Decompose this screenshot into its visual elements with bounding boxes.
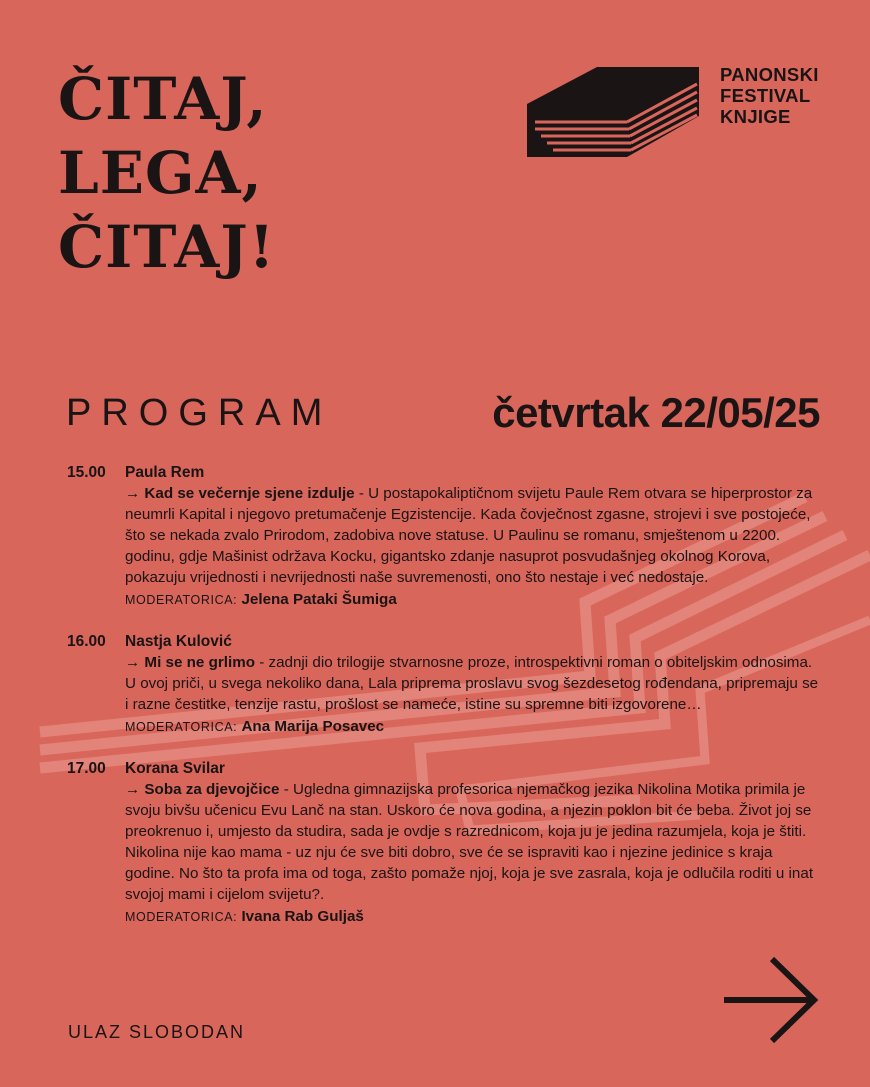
arrow-right-icon[interactable]: [724, 956, 820, 1046]
moderator-name: Ana Marija Posavec: [241, 718, 385, 735]
program-item: [0, 758, 870, 928]
event-description: - Ugledna gimnazijska profesorica njemačkog jezika Nikolina Motika primila je svoju bivšu učenicu Evu Lanč na stan. Uskoro će nova godina, a njezin poklon bit će beba. Život joj se preokrenuo i, umjesto da studira, sada je ovdje s razrednicom, koja ju je jedina razumjela, koja je štiti. Nikolina nije kao mama - uz nju će sve biti dobro, sve će se ispraviti kao i njezine jedinice s kraja godine. No što ta profa ima od toga, zašto pomaže njoj, koja je sve zasrala, koja je odlučila roditi u inat svojoj mami i cijelom svijetu?.: [125, 781, 814, 903]
moderator: [125, 906, 825, 928]
program-label: PROGRAM: [66, 392, 333, 434]
event-time: 15.00: [67, 464, 106, 481]
headline-line-3: ČITAJ!: [58, 213, 276, 281]
arrow-bullet: →: [125, 654, 141, 671]
logo-line-2: FESTIVAL: [720, 85, 811, 106]
free-entry-note: ULAZ SLOBODAN: [68, 1022, 246, 1042]
program-item: [0, 462, 870, 611]
program-list: [0, 462, 870, 948]
event-date: četvrtak 22/05/25: [492, 389, 820, 436]
event-author: Nastja Kulović: [125, 633, 232, 650]
event-description: - zadnji dio trilogije stvarnosne proze, introspektivni roman o obiteljskim odnosima. U ovoj priči, u svega nekoliko dana, Lala priprema proslavu svog šezdesetog rođendana, pripremaju se i razne čestitke, tenzije rastu, prošlost se nameće, istine su spremne biti izgovorene…: [125, 654, 819, 713]
arrow-bullet: →: [125, 485, 141, 502]
event-author: Paula Rem: [125, 464, 205, 481]
moderator: [125, 589, 825, 611]
stacked-book-icon: [527, 64, 701, 160]
moderator-name: Ivana Rab Guljaš: [241, 908, 364, 925]
arrow-bullet: →: [125, 781, 141, 798]
moderator-label: MODERATORICA:: [125, 720, 238, 734]
logo-line-1: PANONSKI: [720, 64, 819, 85]
event-description-block: [125, 652, 825, 715]
moderator-label: MODERATORICA:: [125, 593, 238, 607]
logo-line-3: KNJIGE: [720, 106, 791, 127]
event-body: [125, 631, 825, 738]
event-description-block: [125, 779, 825, 905]
headline-line-1: ČITAJ,: [58, 65, 268, 133]
festival-logo-text: [720, 64, 819, 127]
book-title: Kad se večernje sjene izdulje: [144, 485, 355, 502]
moderator-name: Jelena Pataki Šumiga: [241, 591, 397, 608]
event-time: 17.00: [67, 760, 106, 777]
book-title: Mi se ne grlimo: [144, 654, 255, 671]
headline-line-2: LEGA,: [58, 139, 263, 207]
event-time: 16.00: [67, 633, 106, 650]
moderator-label: MODERATORICA:: [125, 910, 238, 924]
headline: [58, 62, 275, 284]
event-author: Korana Svilar: [125, 760, 225, 777]
event-body: [125, 462, 825, 611]
event-description: - U postapokaliptičnom svijetu Paule Rem otvara se hiperprostor za neumrli Kapital i njegovo pretumačenje Egzistencije. Kada čovječnost zgasne, strojevi i sve postojeće, što se nekada zvalo Prirodom, zadobiva nove statuse. U Paulinu se romanu, smještenom u 2200. godinu, gdje Mašinist održava Kocku, gigantsko zdanje nasuprot posvudašnjeg okolnog Korova, pokazuju vrijednosti i nevrijednosti naše suvremenosti, ono što nestaje i već nedostaje.: [125, 485, 813, 586]
event-description-block: [125, 483, 825, 588]
moderator: [125, 716, 825, 738]
book-title: Soba za djevojčice: [144, 781, 280, 798]
event-body: [125, 758, 825, 928]
program-item: [0, 631, 870, 738]
